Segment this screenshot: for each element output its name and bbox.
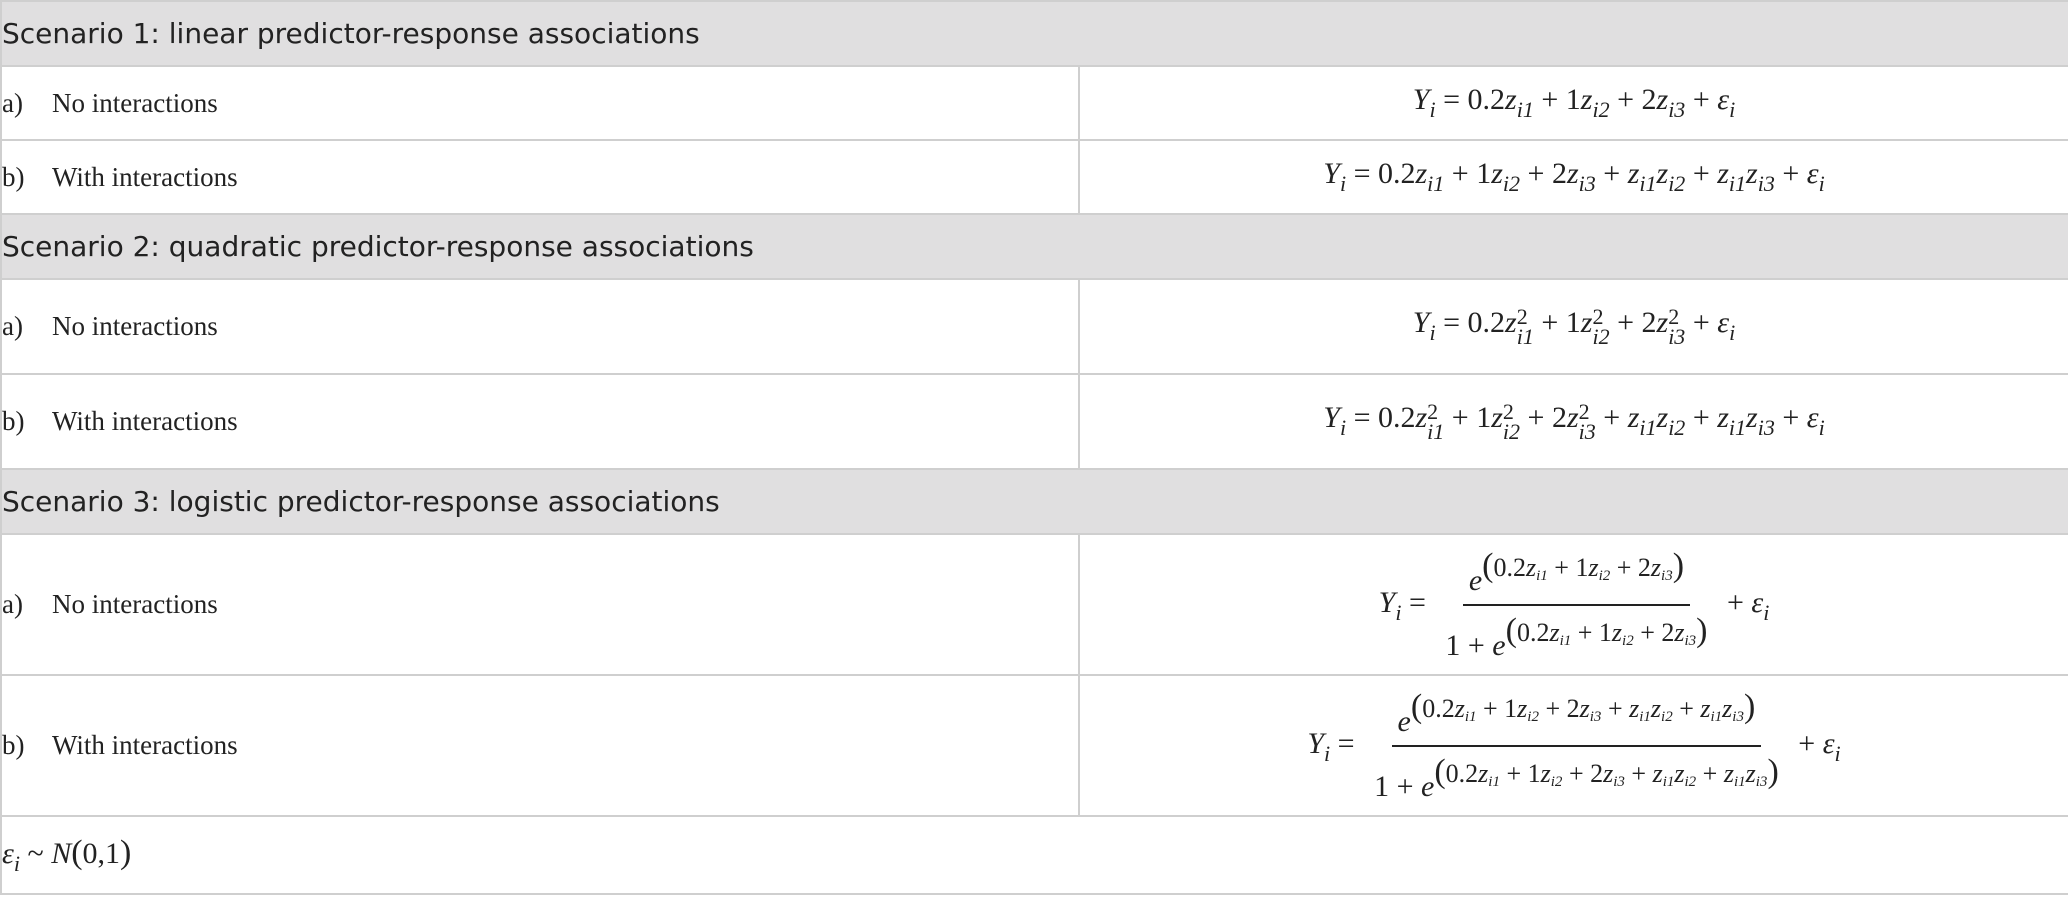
row-label-text: With interactions: [52, 161, 238, 192]
scenario-2-header: [1, 214, 2068, 279]
table-row: [1, 374, 2068, 469]
row-marker: a): [2, 87, 23, 118]
row-label: [1, 675, 1079, 816]
fraction: $\frac{e(0.2zi1 + 1zi2 + 2zi3)}{1 + e(0.2zi1 + 1zi2 + 2zi3)}$: [1445, 546, 1708, 662]
formula-quadratic-no-interactions: $Y_i = 0.2z$ 2 i1 + 1z 2 i2 + 2z 2 i3 + $\varepsilon_i$: [1079, 279, 2068, 374]
row-label-text: No interactions: [52, 589, 218, 619]
table-row: [1, 140, 2068, 214]
row-marker: b): [2, 406, 25, 436]
row-label: [1, 140, 1079, 214]
table-footer: [1, 816, 2068, 894]
row-label: [1, 279, 1079, 374]
formula-linear-no-interactions: $Y_i = 0.2z_{i1} + 1z_{i2} + 2z_{i3} + \varepsilon_i$: [1079, 66, 2068, 140]
row-label-text: No interactions: [52, 311, 218, 341]
error-distribution-formula: $\varepsilon_i$ ~ N(0,1): [1, 816, 2068, 894]
table-row: [1, 534, 2068, 675]
formula-linear-with-interactions: $Y_i = 0.2z_{i1} + 1z_{i2} + 2z_{i3} + z_{i1}z_{i2} + z_{i1}z_{i3} + \varepsilon_i$: [1079, 140, 2068, 214]
fraction: $\frac{e(0.2zi1 + 1zi2 + 2zi3 + zi1zi2 + zi1zi3)}{1 + e(0.2zi1 + 1zi2 + 2zi3 + zi1zi2 + zi1zi3)}$: [1374, 687, 1779, 803]
scenario-3-header: [1, 469, 2068, 534]
table-row: [1, 279, 2068, 374]
table-row: [1, 66, 2068, 140]
row-label: [1, 66, 1079, 140]
formula-logistic-no-interactions: $Y_i$ = $\frac{e(0.2zi1 + 1zi2 + 2zi3)}{1 + e(0.2zi1 + 1zi2 + 2zi3)}$ + $\varepsilon_i$: [1079, 534, 2068, 675]
formula-quadratic-with-interactions: $Y_i = 0.2z$ 2 i1 + 1z 2 i2 + 2z 2 i3 + $z_{i1}z_{i2} + z_{i1}z_{i3} + \varepsilon_i$: [1079, 374, 2068, 469]
scenario-title: Scenario 1: linear predictor-response associations: [1, 1, 2068, 66]
row-label-text: With interactions: [52, 406, 238, 436]
row-label-text: With interactions: [52, 730, 238, 760]
table-row: [1, 675, 2068, 816]
row-marker: a): [2, 311, 23, 341]
scenario-title: Scenario 3: logistic predictor-response associations: [1, 469, 2068, 534]
row-marker: b): [2, 730, 25, 760]
row-label-text: No interactions: [52, 87, 218, 118]
row-label: [1, 534, 1079, 675]
row-label: [1, 374, 1079, 469]
scenario-1-header: [1, 1, 2068, 66]
formula-logistic-with-interactions: $Y_i$ = $\frac{e(0.2zi1 + 1zi2 + 2zi3 + zi1zi2 + zi1zi3)}{1 + e(0.2zi1 + 1zi2 + 2zi3 + zi1zi2 + zi1zi3)}$ + $\varepsilon_i$: [1079, 675, 2068, 816]
row-marker: a): [2, 589, 23, 619]
scenario-title: Scenario 2: quadratic predictor-response associations: [1, 214, 2068, 279]
row-marker: b): [2, 161, 25, 192]
